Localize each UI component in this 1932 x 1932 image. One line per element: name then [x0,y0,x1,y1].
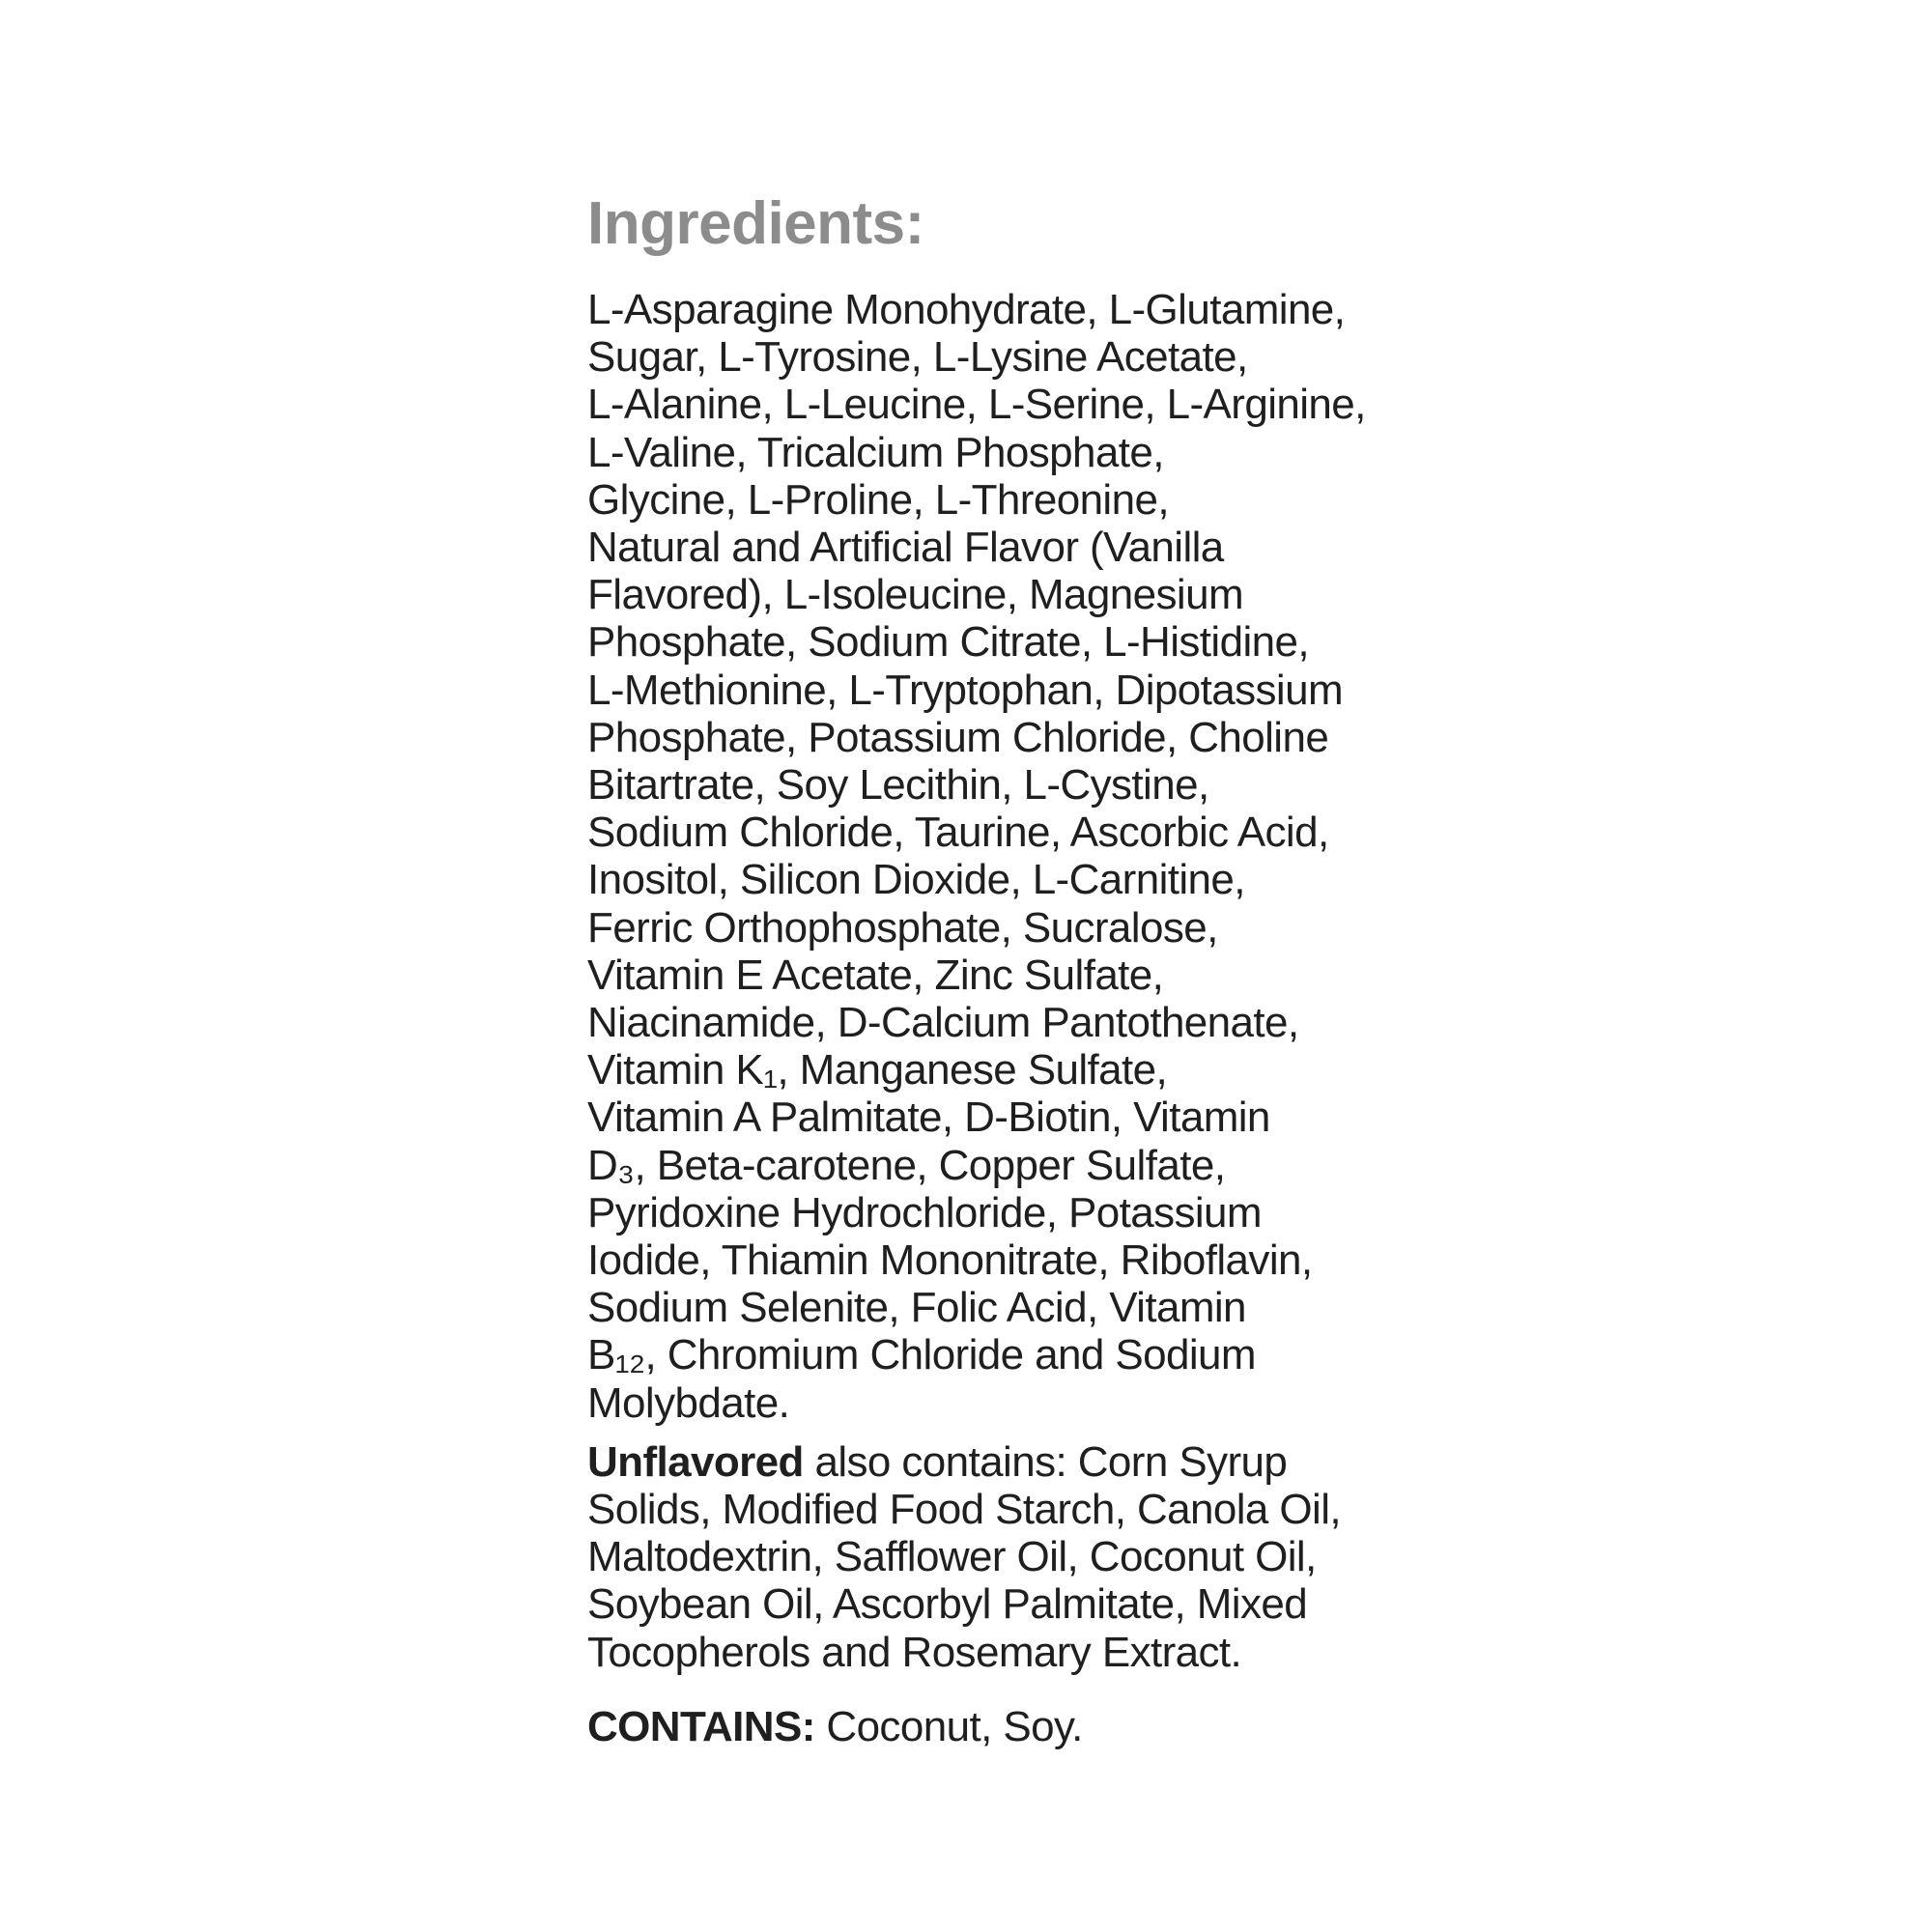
ingredients-line: Phosphate, Sodium Citrate, L-Histidine, [587,618,1309,667]
unflavored-section [587,1438,1379,1676]
ingredients-line: D₃, Beta-carotene, Copper Sulfate, [587,1141,1226,1189]
ingredients-line: Bitartrate, Soy Lecithin, L-Cystine, [587,761,1209,810]
paragraph-spacer [587,1676,1379,1703]
unflavored-first-line-text: also contains: Corn Syrup [803,1437,1288,1486]
unflavored-line: Maltodextrin, Safflower Oil, Coconut Oil, [587,1533,1317,1581]
ingredients-line: L-Valine, Tricalcium Phosphate, [587,428,1164,476]
ingredients-line: Iodide, Thiamin Mononitrate, Riboflavin, [587,1236,1313,1285]
ingredients-line: Phosphate, Potassium Chloride, Choline [587,713,1329,761]
contains-section [587,1703,1379,1750]
unflavored-line: Solids, Modified Food Starch, Canola Oil, [587,1486,1342,1534]
ingredients-line: Molybdate. [587,1378,790,1427]
ingredients-line: Sugar, L-Tyrosine, L-Lysine Acetate, [587,333,1248,382]
ingredients-line: L-Asparagine Monohydrate, L-Glutamine, [587,286,1346,333]
ingredients-line: Flavored), L-Isoleucine, Magnesium [587,571,1244,619]
contains-label: CONTAINS: [587,1702,815,1750]
unflavored-line: Soybean Oil, Ascorbyl Palmitate, Mixed [587,1580,1308,1629]
ingredients-line: L-Methionine, L-Tryptophan, Dipotassium [587,666,1344,714]
ingredients-line: Natural and Artificial Flavor (Vanilla [587,524,1224,572]
ingredients-line: Sodium Chloride, Taurine, Ascorbic Acid, [587,809,1329,857]
ingredients-line: B₁₂, Chromium Chloride and Sodium [587,1331,1256,1379]
contains-line [587,1703,1379,1750]
ingredients-line: Ferric Orthophosphate, Sucralose, [587,903,1218,952]
ingredients-line: Inositol, Silicon Dioxide, L-Carnitine, [587,856,1245,904]
ingredients-heading: Ingredients: [587,190,924,257]
unflavored-first-line [587,1438,1379,1486]
ingredients-list [587,286,1379,1427]
ingredients-line: Pyridoxine Hydrochloride, Potassium [587,1188,1262,1236]
ingredients-panel [587,189,1379,1750]
ingredients-line: Sodium Selenite, Folic Acid, Vitamin [587,1284,1246,1332]
unflavored-label: Unflavored [587,1437,804,1486]
contains-value: Coconut, Soy. [814,1702,1083,1750]
ingredients-line: L-Alanine, L-Leucine, L-Serine, L-Arginine, [587,381,1366,429]
ingredients-line: Vitamin A Palmitate, D-Biotin, Vitamin [587,1094,1270,1142]
ingredients-line: Vitamin E Acetate, Zinc Sulfate, [587,951,1164,999]
paragraph-spacer [587,1427,1379,1438]
ingredients-line: Glycine, L-Proline, L-Threonine, [587,475,1169,524]
ingredients-line: Niacinamide, D-Calcium Pantothenate, [587,999,1299,1047]
unflavored-line: Tocopherols and Rosemary Extract. [587,1628,1242,1676]
ingredients-line: Vitamin K₁, Manganese Sulfate, [587,1046,1168,1094]
